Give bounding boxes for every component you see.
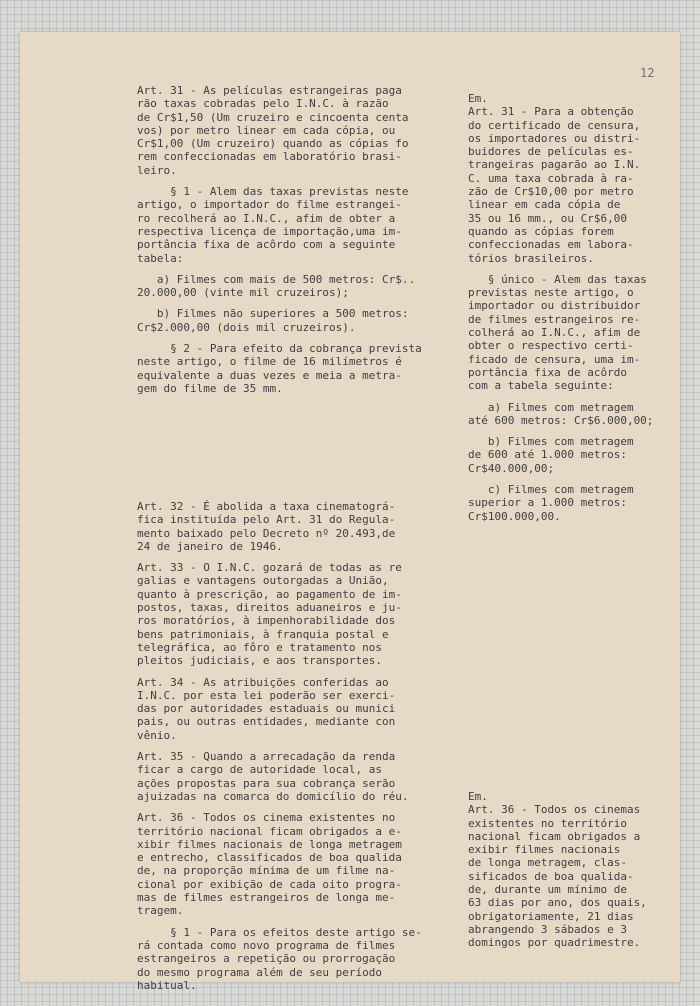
text-line: b) Filmes com metragem bbox=[468, 435, 634, 449]
text-line: ações propostas para sua cobrança serão bbox=[137, 776, 396, 790]
text-line: de, na proporção mínima de um filme na- bbox=[137, 864, 396, 878]
text-line: obrigatoriamente, 21 dias bbox=[468, 909, 634, 923]
text-line: 24 de janeiro de 1946. bbox=[137, 539, 283, 553]
text-line: rem confeccionadas em laboratório brasi- bbox=[137, 150, 402, 164]
paragraph bbox=[137, 811, 422, 917]
text-line: até 600 metros: Cr$6.000,00; bbox=[468, 413, 654, 427]
paragraph bbox=[137, 676, 422, 742]
paragraph bbox=[137, 561, 422, 667]
text-line: leiro. bbox=[137, 163, 177, 177]
text-line: mento baixado pelo Decreto nº 20.493,de bbox=[137, 526, 396, 540]
text-line: abrangendo 3 sábados e 3 bbox=[468, 922, 627, 936]
text-line: Em. bbox=[468, 790, 488, 803]
text-line: território nacional ficam obrigados a e- bbox=[137, 824, 402, 838]
text-line: § único - Alem das taxas bbox=[468, 272, 647, 286]
text-line: confeccionadas em labora- bbox=[468, 238, 634, 252]
text-line: 20.000,00 (vinte mil cruzeiros); bbox=[137, 286, 349, 300]
text-line: cional por exibição de cada oito progra- bbox=[137, 877, 402, 891]
text-line: vênio. bbox=[137, 728, 177, 742]
paragraph bbox=[468, 273, 653, 393]
text-line: Art. 31 - Para a obtenção bbox=[468, 105, 634, 119]
text-line: respectiva licença de importação,uma im- bbox=[137, 224, 402, 238]
text-line: Art. 31 - As películas estrangeiras paga bbox=[137, 84, 402, 97]
text-line: vos) por metro linear em cada cópia, ou bbox=[137, 123, 396, 137]
paragraph bbox=[468, 483, 653, 523]
text-line: ro recolherá ao I.N.C., afim de obter a bbox=[137, 211, 396, 225]
text-line: rão taxas cobradas pelo I.N.C. à razão bbox=[137, 97, 389, 111]
text-line: colherá ao I.N.C., afim de bbox=[468, 326, 641, 340]
text-line: ros moratórios, à impenhorabilidade dos bbox=[137, 614, 396, 628]
paragraph bbox=[137, 307, 422, 334]
text-line: quando as cópias forem bbox=[468, 224, 614, 238]
text-line: mas de filmes estrangeiros de longa me- bbox=[137, 891, 396, 905]
text-line: zão de Cr$10,00 por metro bbox=[468, 185, 634, 199]
text-line: Art. 32 - É abolida a taxa cinematográ- bbox=[137, 500, 396, 513]
text-line: Cr$40.000,00; bbox=[468, 461, 555, 475]
text-line: postos, taxas, direitos aduaneiros e ju- bbox=[137, 601, 402, 615]
text-line: pais, ou outras entidades, mediante con bbox=[137, 715, 396, 729]
paragraph bbox=[137, 342, 422, 395]
text-line: de, durante um mínimo de bbox=[468, 883, 627, 897]
text-line: Art. 35 - Quando a arrecadação da renda bbox=[137, 750, 396, 764]
text-line: artigo, o importador do filme estrangei- bbox=[137, 198, 402, 212]
text-line: tabela: bbox=[137, 251, 184, 265]
text-line: equivalente a duas vezes e meia a metra- bbox=[137, 368, 402, 382]
text-line: a) Filmes com mais de 500 metros: Cr$.. bbox=[137, 272, 416, 286]
paragraph bbox=[137, 273, 422, 300]
text-line: fica instituída pelo Art. 31 do Regula- bbox=[137, 513, 396, 527]
text-line: a) Filmes com metragem bbox=[468, 400, 634, 414]
text-line: estrangeiros a repetição ou prorrogação bbox=[137, 952, 396, 966]
text-line: Art. 36 - Todos os cinemas bbox=[468, 803, 641, 817]
text-line: os importadores ou distri- bbox=[468, 131, 641, 145]
paragraph bbox=[137, 926, 422, 992]
text-line: 35 ou 16 mm., ou Cr$6,00 bbox=[468, 211, 627, 225]
text-line: Cr$1,00 (Um cruzeiro) quando as cópias fo bbox=[137, 137, 409, 151]
text-block-em31 bbox=[468, 92, 653, 531]
text-line: bens patrimoniais, à franquia postal e bbox=[137, 627, 389, 641]
text-line: do certificado de censura, bbox=[468, 118, 641, 132]
text-line: exibir filmes nacionais bbox=[468, 843, 621, 857]
text-block-art32 bbox=[137, 500, 422, 1000]
text-line: das por autoridades estaduais ou munici bbox=[137, 702, 396, 716]
text-line: c) Filmes com metragem bbox=[468, 483, 634, 497]
text-line: ajuizadas na comarca do domicílio do réu. bbox=[137, 789, 409, 803]
text-line: C. uma taxa cobrada à ra- bbox=[468, 171, 634, 185]
text-line: Art. 33 - O I.N.C. gozará de todas as re bbox=[137, 561, 402, 575]
text-line: de longa metragem, clas- bbox=[468, 856, 627, 870]
text-line: b) Filmes não superiores a 500 metros: bbox=[137, 307, 409, 321]
text-line: § 1 - Para os efeitos deste artigo se- bbox=[137, 925, 422, 939]
text-line: ficado de censura, uma im- bbox=[468, 352, 641, 366]
text-line: de 600 até 1.000 metros: bbox=[468, 448, 627, 462]
text-line: quanto à prescrição, ao pagamento de im- bbox=[137, 587, 402, 601]
paragraph bbox=[468, 790, 647, 950]
text-block-art31 bbox=[137, 84, 422, 403]
text-line: Em. bbox=[468, 92, 488, 105]
text-line: tórios brasileiros. bbox=[468, 251, 594, 265]
page-number: 12 bbox=[640, 66, 655, 80]
text-line: neste artigo, o filme de 16 milímetros é bbox=[137, 355, 402, 369]
text-line: habitual. bbox=[137, 978, 197, 992]
text-block-em36 bbox=[468, 790, 647, 958]
text-line: linear em cada cópia de bbox=[468, 198, 621, 212]
text-line: domingos por quadrimestre. bbox=[468, 936, 641, 950]
text-line: tragem. bbox=[137, 904, 184, 918]
paragraph bbox=[137, 750, 422, 803]
text-line: xibir filmes nacionais de longa metragem bbox=[137, 837, 402, 851]
text-line: trangeiras pagarão ao I.N. bbox=[468, 158, 641, 172]
text-line: Cr$2.000,00 (dois mil cruzeiros). bbox=[137, 320, 356, 334]
text-line: sificados de boa qualida- bbox=[468, 869, 634, 883]
text-line: I.N.C. por esta lei poderão ser exerci- bbox=[137, 688, 396, 702]
text-line: nacional ficam obrigados a bbox=[468, 829, 641, 843]
paragraph bbox=[137, 84, 422, 177]
paragraph bbox=[468, 435, 653, 475]
text-line: com a tabela seguinte: bbox=[468, 379, 614, 393]
text-line: de Cr$1,50 (Um cruzeiro e cincoenta centa bbox=[137, 110, 409, 124]
text-line: § 1 - Alem das taxas previstas neste bbox=[137, 185, 409, 199]
text-line: gem do filme de 35 mm. bbox=[137, 381, 283, 395]
text-line: rá contada como novo programa de filmes bbox=[137, 938, 396, 952]
text-line: galias e vantagens outorgadas a União, bbox=[137, 574, 389, 588]
text-line: importador ou distribuidor bbox=[468, 299, 641, 313]
paragraph bbox=[468, 401, 653, 428]
text-line: 63 dias por ano, dos quais, bbox=[468, 896, 647, 910]
text-line: buidores de películas es- bbox=[468, 145, 634, 159]
text-line: portância fixa de acôrdo bbox=[468, 365, 627, 379]
text-line: portância fixa de acôrdo com a seguinte bbox=[137, 238, 396, 252]
text-line: pleitos judiciais, e aos transportes. bbox=[137, 654, 383, 668]
text-line: existentes no território bbox=[468, 816, 627, 830]
text-line: do mesmo programa além de seu período bbox=[137, 965, 383, 979]
paragraph bbox=[468, 92, 653, 265]
text-line: § 2 - Para efeito da cobrança prevista bbox=[137, 342, 422, 356]
text-line: previstas neste artigo, o bbox=[468, 286, 634, 300]
text-line: Cr$100.000,00. bbox=[468, 509, 561, 523]
paragraph bbox=[137, 500, 422, 553]
paragraph bbox=[137, 185, 422, 265]
text-line: obter o respectivo certi- bbox=[468, 339, 634, 353]
text-line: Art. 34 - As atribuições conferidas ao bbox=[137, 675, 389, 689]
text-line: ficar a cargo de autoridade local, as bbox=[137, 763, 383, 777]
text-line: telegráfica, ao fôro e tratamento nos bbox=[137, 640, 383, 654]
text-line: superior a 1.000 metros: bbox=[468, 496, 627, 510]
text-line: Art. 36 - Todos os cinema existentes no bbox=[137, 811, 396, 825]
text-line: de filmes estrangeiros re- bbox=[468, 312, 641, 326]
text-line: e entrecho, classificados de boa qualida bbox=[137, 851, 402, 865]
